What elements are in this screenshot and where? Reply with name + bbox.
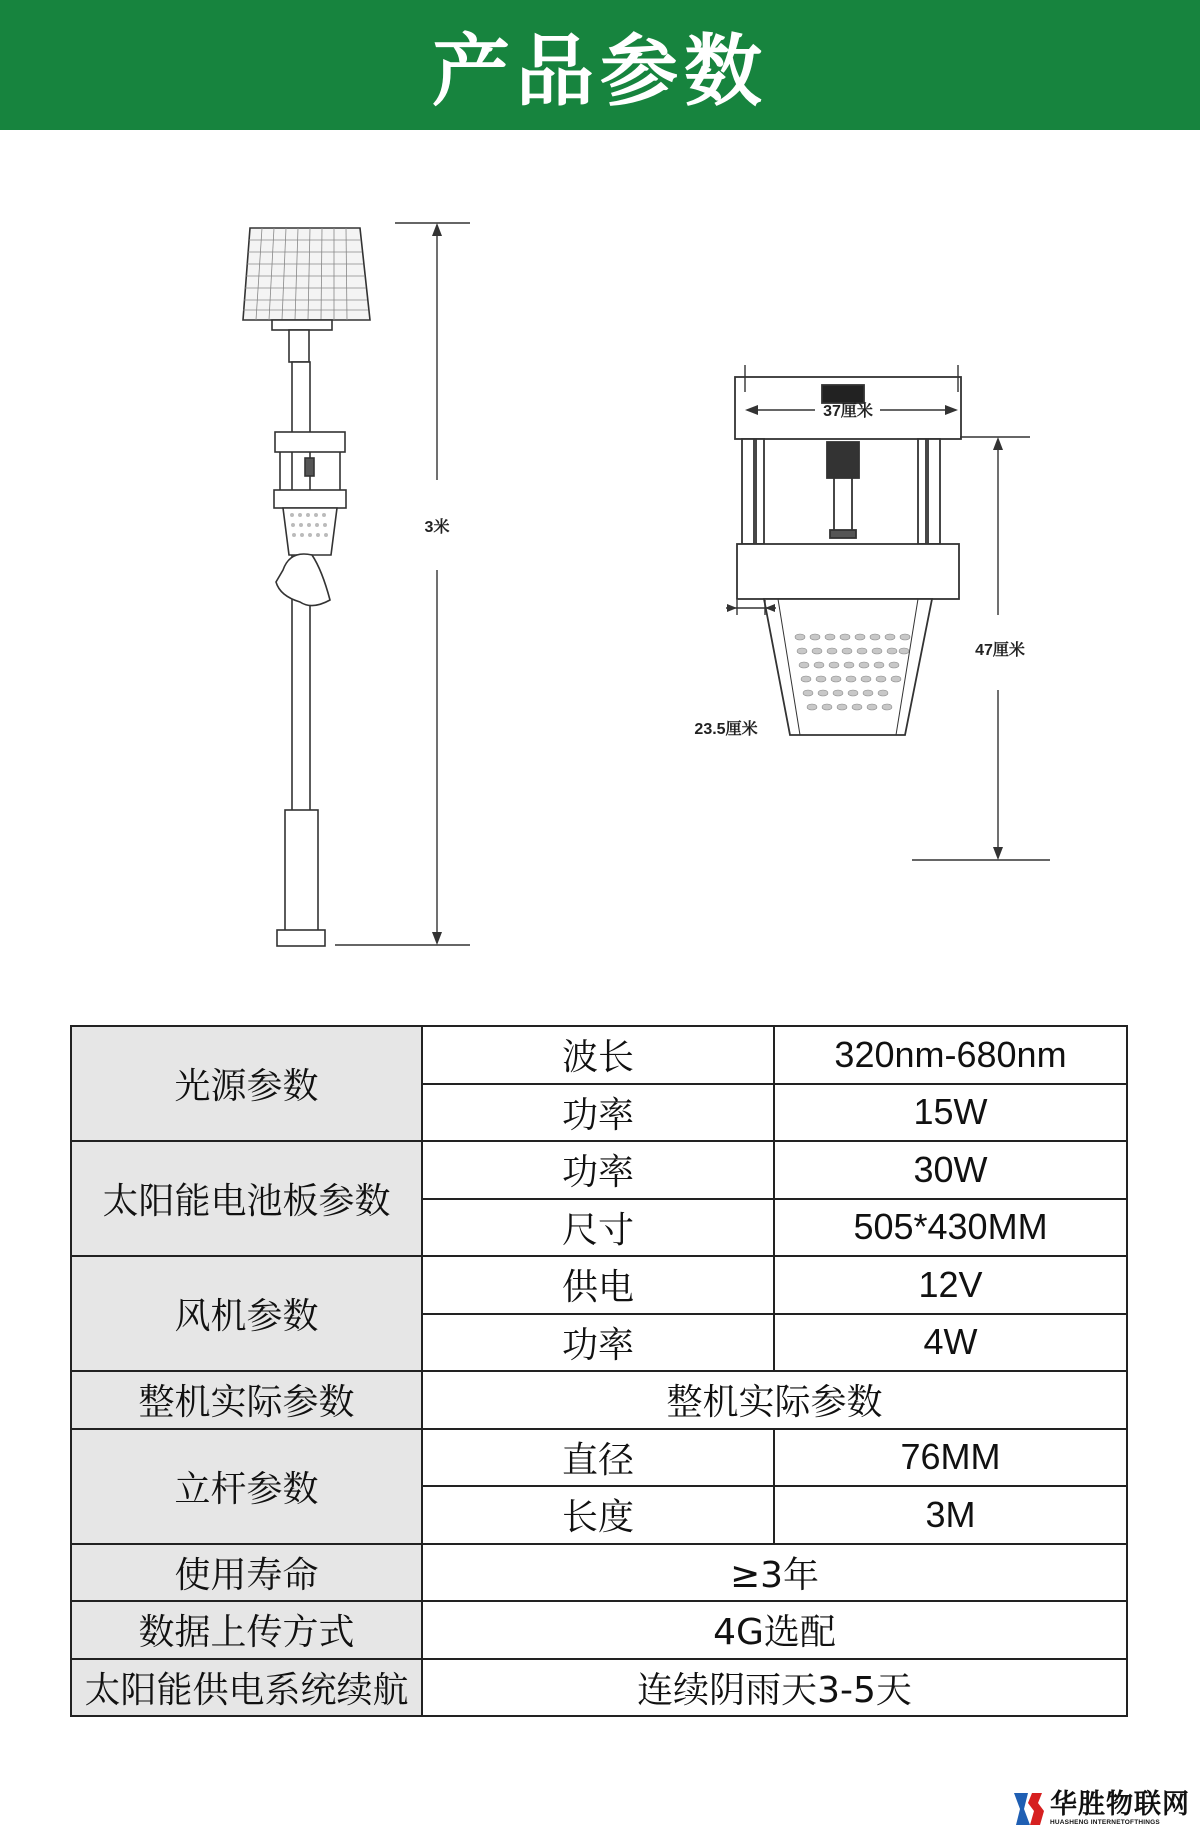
param-value: 3M: [774, 1486, 1127, 1544]
page-title: 产品参数: [431, 27, 768, 117]
param-value: 4G选配: [422, 1601, 1127, 1659]
param-value: 连续阴雨天3-5天: [422, 1659, 1127, 1717]
param-value: ≥3年: [422, 1544, 1127, 1602]
group-light-source: 光源参数: [71, 1026, 422, 1141]
trap-head-illustration: [735, 377, 961, 735]
logo-name-en: HUASHENG INTERNETOFTHINGS: [1050, 1819, 1160, 1827]
table-row: [71, 1141, 1127, 1199]
group-lifespan: 使用寿命: [71, 1544, 422, 1602]
table-row: [71, 1601, 1127, 1659]
header-banner: [0, 0, 1200, 130]
param-name: 波长: [422, 1026, 774, 1084]
table-row: [71, 1026, 1127, 1084]
group-endurance: 太阳能供电系统续航: [71, 1659, 422, 1717]
logo-mark-icon: [1010, 1789, 1046, 1829]
param-name: 功率: [422, 1084, 774, 1142]
param-name: 长度: [422, 1486, 774, 1544]
logo-name-cn: 华胜物联网: [1050, 1789, 1190, 1821]
group-pole: 立杆参数: [71, 1429, 422, 1544]
param-name: 供电: [422, 1256, 774, 1314]
product-diagram-svg: [0, 130, 1200, 1010]
product-drawing: [0, 130, 1200, 1010]
table-row: [71, 1371, 1127, 1429]
param-name: 功率: [422, 1141, 774, 1199]
param-name: 尺寸: [422, 1199, 774, 1257]
trap-depth-label: 23.5厘米: [694, 721, 758, 738]
param-value: 30W: [774, 1141, 1127, 1199]
param-value: 505*430MM: [774, 1199, 1127, 1257]
group-solar-panel: 太阳能电池板参数: [71, 1141, 422, 1256]
table-row: [71, 1544, 1127, 1602]
pole-height-dimension: [335, 223, 470, 945]
pole-height-label: 3米: [424, 519, 450, 536]
brand-logo: [1010, 1786, 1200, 1832]
group-fan: 风机参数: [71, 1256, 422, 1371]
param-name: 功率: [422, 1314, 774, 1372]
table-row: [71, 1659, 1127, 1717]
param-value: 320nm-680nm: [774, 1026, 1127, 1084]
param-value: 12V: [774, 1256, 1127, 1314]
param-value: 4W: [774, 1314, 1127, 1372]
group-upload: 数据上传方式: [71, 1601, 422, 1659]
trap-height-label: 47厘米: [975, 642, 1025, 659]
table-row: [71, 1256, 1127, 1314]
param-value: 整机实际参数: [422, 1371, 1127, 1429]
logo-mark-blue-stroke: [1014, 1793, 1030, 1825]
pole-assembly-illustration: [243, 228, 370, 946]
table-row: [71, 1429, 1127, 1487]
logo-mark-red-stroke: [1028, 1793, 1044, 1825]
spec-table: [70, 1025, 1128, 1717]
group-machine: 整机实际参数: [71, 1371, 422, 1429]
param-name: 直径: [422, 1429, 774, 1487]
logo-text: [1050, 1791, 1190, 1827]
trap-width-label: 37厘米: [823, 403, 873, 420]
param-value: 15W: [774, 1084, 1127, 1142]
param-value: 76MM: [774, 1429, 1127, 1487]
